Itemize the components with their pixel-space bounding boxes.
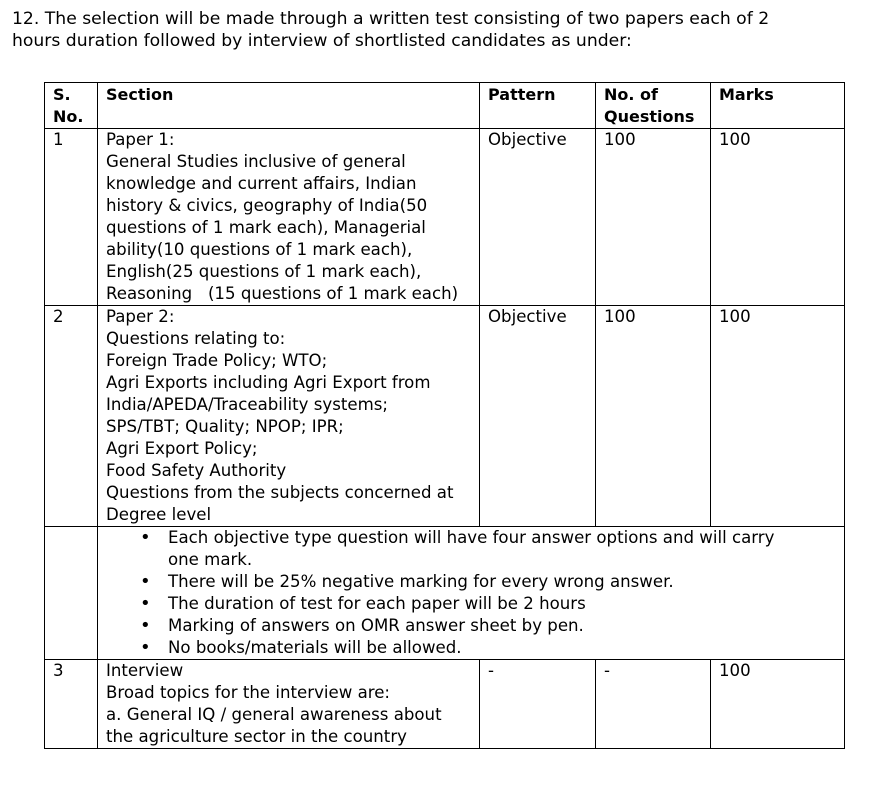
header-questions: No. of Questions bbox=[596, 83, 711, 129]
row-marks: 100 bbox=[711, 306, 845, 527]
row-section: Interview Broad topics for the interview are: a. General IQ / general awareness about the agriculture sector in the country bbox=[98, 660, 480, 749]
row-sno: 3 bbox=[45, 660, 98, 749]
notes-list bbox=[106, 527, 844, 659]
intro-line-2: hours duration followed by interview of shortlisted candidates as under: bbox=[12, 31, 632, 51]
row-questions: 100 bbox=[596, 306, 711, 527]
selection-table bbox=[44, 82, 845, 749]
table-row bbox=[45, 129, 845, 306]
table-row bbox=[45, 306, 845, 527]
row-pattern: Objective bbox=[480, 129, 596, 306]
header-section: Section bbox=[98, 83, 480, 129]
table-header-row bbox=[45, 83, 845, 129]
header-pattern: Pattern bbox=[480, 83, 596, 129]
row-section: Paper 1: General Studies inclusive of general knowledge and current affairs, Indian history & civics, geography of India(50 questions of 1 mark each), Managerial ability(10 questions of 1 mark each), English(25 questions of 1 mark each), Reasoning (15 questions of 1 mark each) bbox=[98, 129, 480, 306]
list-item: • Marking of answers on OMR answer sheet by pen. bbox=[140, 615, 844, 637]
notes-row bbox=[45, 527, 845, 660]
row-sno: 1 bbox=[45, 129, 98, 306]
row-pattern: Objective bbox=[480, 306, 596, 527]
list-item: • The duration of test for each paper will be 2 hours bbox=[140, 593, 844, 615]
intro-line-1: 12. The selection will be made through a written test consisting of two papers each of 2 bbox=[12, 9, 770, 29]
header-marks: Marks bbox=[711, 83, 845, 129]
intro-paragraph bbox=[12, 8, 874, 52]
notes-cell bbox=[98, 527, 845, 660]
row-marks: 100 bbox=[711, 129, 845, 306]
row-questions: 100 bbox=[596, 129, 711, 306]
notes-sno-empty bbox=[45, 527, 98, 660]
header-sno: S. No. bbox=[45, 83, 98, 129]
row-marks: 100 bbox=[711, 660, 845, 749]
row-sno: 2 bbox=[45, 306, 98, 527]
row-pattern: - bbox=[480, 660, 596, 749]
list-item: • There will be 25% negative marking for every wrong answer. bbox=[140, 571, 844, 593]
table-row bbox=[45, 660, 845, 749]
row-section: Paper 2: Questions relating to: Foreign Trade Policy; WTO; Agri Exports including Agri Export from India/APEDA/Traceability systems; SPS/TBT; Quality; NPOP; IPR; Agri Export Policy; Food Safety Authority Questions from the subjects concerned at Degree level bbox=[98, 306, 480, 527]
list-item: • No books/materials will be allowed. bbox=[140, 637, 844, 659]
row-questions: - bbox=[596, 660, 711, 749]
list-item: • Each objective type question will have four answer options and will carry one mark. bbox=[140, 527, 844, 571]
